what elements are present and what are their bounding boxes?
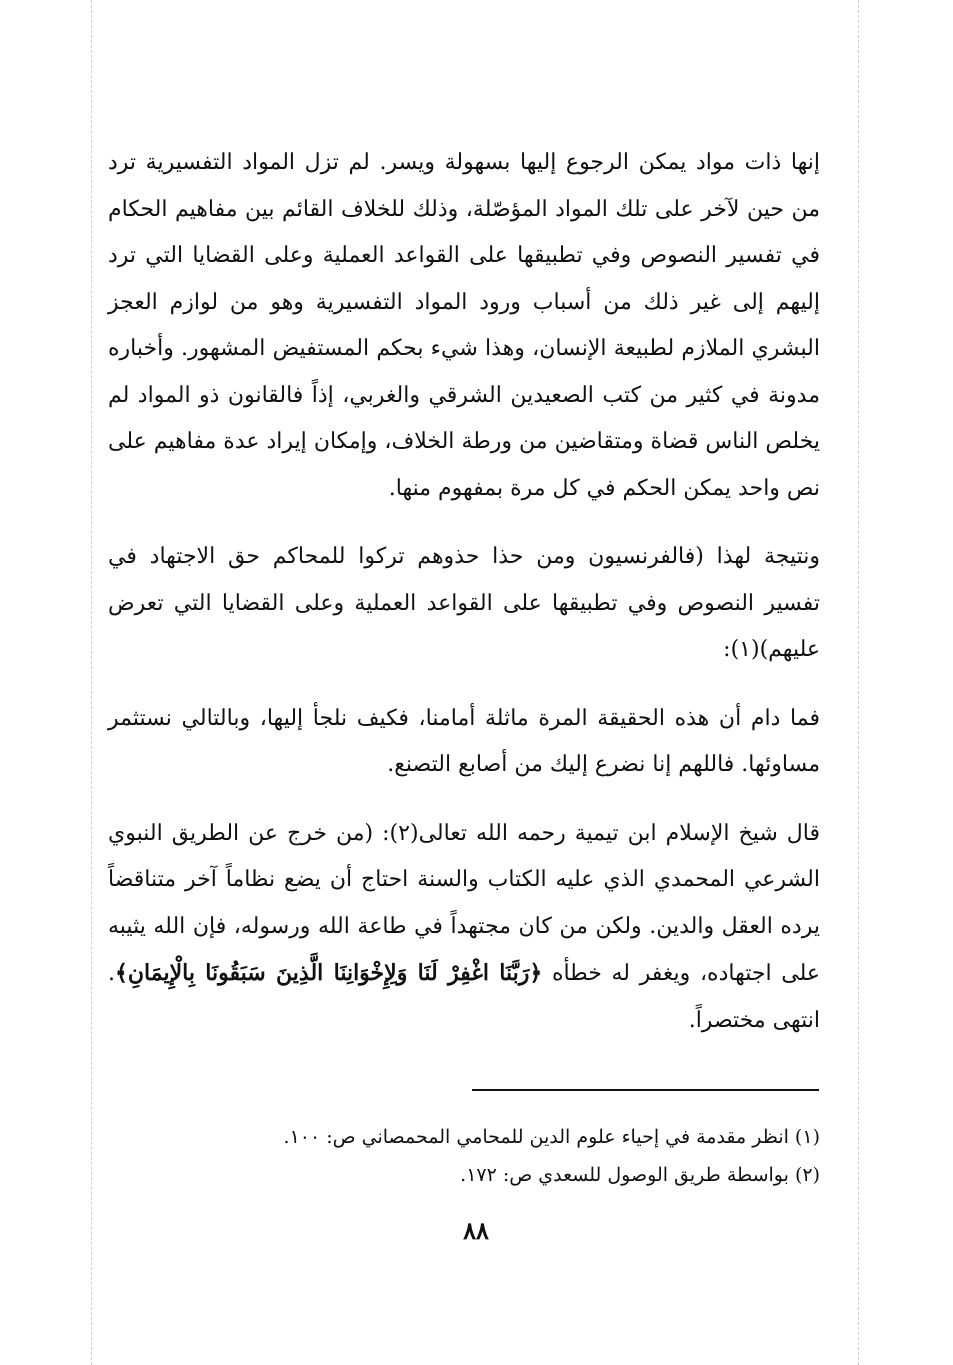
footnote-1: (١) انظر مقدمة في إحياء علوم الدين للمحامي المحمصاني ص: ١٠٠. bbox=[283, 1126, 820, 1148]
scan-artifact-line-left bbox=[91, 0, 92, 1365]
paragraph-1: إنها ذات مواد يمكن الرجوع إليها بسهولة ويسر. لم تزل المواد التفسيرية ترد من حين لآخر على تلك المواد المؤصّلة، وذلك للخلاف القائم بين مفاهيم الحكام في تفسير النصوص وفي تطبيقها على القواعد العملية وعلى القضايا التي ترد إليهم إلى غير ذلك من أسباب ورود المواد التفسيرية وهو من لوازم العجز البشري الملازم لطبيعة الإنسان، وهذا شيء بحكم المستفيض المشهور. وأخباره مدونة في كثير من كتب الصعيدين الشرقي والغربي، إذاً فالقانون ذو المواد لم يخلص الناس قضاة ومتقاضين من ورطة الخلاف، وإمكان إيراد عدة مفاهيم على نص واحد يمكن الحكم في كل مرة بمفهوم منها. bbox=[108, 150, 820, 501]
paragraph-4-text: قال شيخ الإسلام ابن تيمية رحمه الله تعالى(٢): (من خرج عن الطريق النبوي الشرعي المحمدي الذي عليه الكتاب والسنة احتاج أن يضع نظاماً آخر متناقضاً يرده العقل والدين. ولكن من كان مجتهداً في طاعة الله ورسوله، فإن الله يثيبه على اجتهاده، ويغفر له خطأه bbox=[108, 820, 821, 986]
paragraph-2: ونتيجة لهذا (فالفرنسيون ومن حذا حذوهم تركوا للمحاكم حق الاجتهاد في تفسير النصوص وفي تطبيقها على القواعد العملية وعلى القضايا التي تعرض عليهم)(١): bbox=[108, 544, 820, 662]
footnote-separator bbox=[472, 1089, 819, 1091]
footnote-2: (٢) بواسطة طريق الوصول للسعدي ص: ١٧٢. bbox=[460, 1164, 820, 1186]
footnotes bbox=[170, 1118, 820, 1194]
page-number: ٨٨ bbox=[463, 1216, 489, 1245]
page-body bbox=[108, 140, 820, 1066]
scan-artifact-line-right bbox=[858, 0, 859, 1365]
quran-verse: ﴿رَبَّنَا اغْفِرْ لَنَا وَلِإِخْوَانِنَا الَّذِينَ سَبَقُونَا بِالْإِيمَانِ﴾ bbox=[115, 960, 543, 986]
paragraph-4-ending: . انتهى مختصراً. bbox=[108, 961, 820, 1033]
paragraph-3: فما دام أن هذه الحقيقة المرة ماثلة أمامنا، فكيف نلجأ إليها، وبالتالي نستثمر مساوئها. فاللهم إنا نضرع إليك من أصابع التصنع. bbox=[108, 705, 820, 777]
paragraph-4 bbox=[108, 811, 820, 1045]
